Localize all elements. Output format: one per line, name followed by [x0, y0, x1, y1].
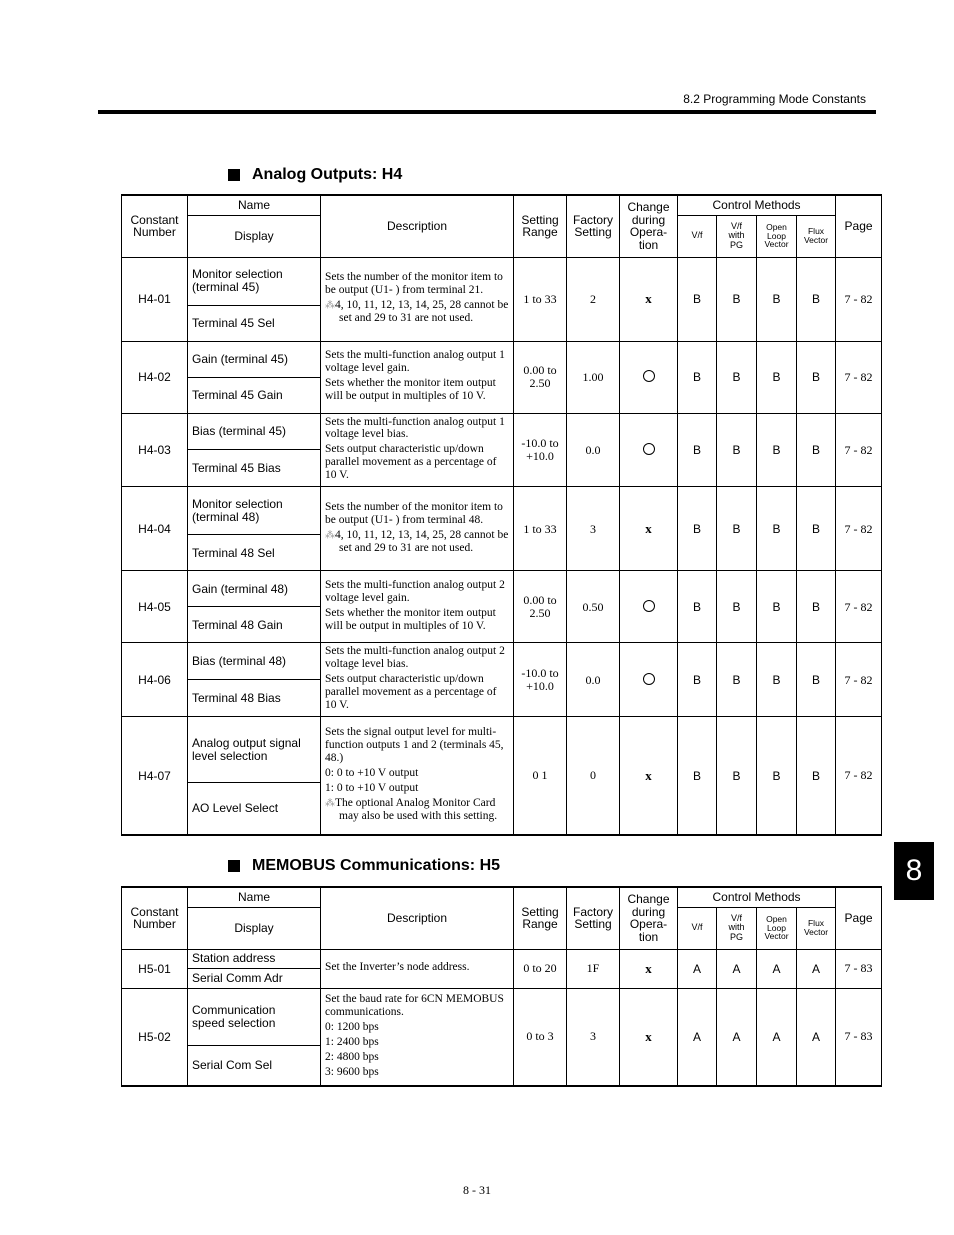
setting-range: 1 to 33	[514, 257, 567, 341]
bullet-square-icon	[228, 169, 240, 181]
constant-number: H4-02	[122, 341, 188, 413]
description-cell	[321, 949, 514, 988]
header-description: Description	[321, 195, 514, 257]
change-during-operation	[620, 257, 678, 341]
constant-number: H4-01	[122, 257, 188, 341]
constant-name: Gain (terminal 48)	[188, 571, 321, 607]
header-change-during-operation: Change during Opera- tion	[620, 195, 678, 257]
header-setting-range: Setting Range	[514, 195, 567, 257]
circle-icon	[643, 673, 655, 685]
control-method-flux: B	[797, 487, 836, 571]
circle-icon	[643, 370, 655, 382]
setting-range: 0.00 to 2.50	[514, 571, 567, 643]
description-text: 3: 9600 bps	[325, 1065, 379, 1078]
setting-range: 0.00 to 2.50	[514, 341, 567, 413]
header-description: Description	[321, 887, 514, 949]
header-vf-with-pg: V/f with PG	[717, 215, 757, 257]
change-during-operation	[620, 487, 678, 571]
note-text: 4, 10, 11, 12, 13, 14, 25, 28 cannot be set and 29 to 31 are not used.	[335, 299, 509, 324]
control-method-flux: B	[797, 257, 836, 341]
constant-name: Analog output signal level selection	[188, 717, 321, 783]
constant-name: Bias (terminal 48)	[188, 643, 321, 680]
setting-range: 0 1	[514, 717, 567, 835]
display-name: Terminal 45 Bias	[188, 450, 321, 487]
display-name: Terminal 48 Bias	[188, 680, 321, 717]
control-method-vfpg: B	[717, 717, 757, 835]
constant-number: H4-05	[122, 571, 188, 643]
description-cell	[321, 413, 514, 487]
header-open-loop-vector: Open Loop Vector	[757, 215, 797, 257]
table-row	[122, 487, 882, 535]
table-row	[122, 341, 882, 377]
change-during-operation	[620, 643, 678, 717]
factory-setting: 3	[567, 988, 620, 1086]
description-text: Sets output characteristic up/down parallel movement as a percentage of 10 V.	[325, 673, 497, 712]
setting-range: -10.0 to +10.0	[514, 413, 567, 487]
header-flux-vector: Flux Vector	[797, 215, 836, 257]
control-method-vfpg: B	[717, 413, 757, 487]
display-name: Terminal 48 Gain	[188, 607, 321, 643]
description-text: Sets the number of the monitor item to be output (U1- ) from terminal 21.	[325, 271, 503, 297]
control-method-flux: A	[797, 988, 836, 1086]
display-name: Serial Comm Adr	[188, 968, 321, 988]
page-ref: 7 - 82	[836, 413, 882, 487]
header-vf: V/f	[678, 215, 717, 257]
control-method-vfpg: A	[717, 949, 757, 988]
cross-mark: x	[645, 767, 652, 783]
factory-setting: 2	[567, 257, 620, 341]
header-factory-setting: Factory Setting	[567, 887, 620, 949]
control-method-flux: B	[797, 571, 836, 643]
header-name: Name	[188, 195, 321, 215]
header-flux-vector: Flux Vector	[797, 907, 836, 949]
control-method-vf: B	[678, 643, 717, 717]
constant-number: H4-06	[122, 643, 188, 717]
description-cell	[321, 487, 514, 571]
description-text: Sets whether the monitor item output will be output in multiples of 10 V.	[325, 377, 496, 402]
page-ref: 7 - 82	[836, 717, 882, 835]
control-method-vf: A	[678, 988, 717, 1086]
control-method-flux: B	[797, 717, 836, 835]
header-constant-number: Constant Number	[122, 195, 188, 257]
control-method-flux: B	[797, 341, 836, 413]
control-method-olv: A	[757, 949, 797, 988]
table-row	[122, 643, 882, 680]
factory-setting: 0.50	[567, 571, 620, 643]
control-method-vfpg: B	[717, 643, 757, 717]
description-note	[325, 529, 509, 555]
display-name: Terminal 48 Sel	[188, 535, 321, 571]
control-method-flux: B	[797, 643, 836, 717]
constant-name: Station address	[188, 949, 321, 968]
constant-name: Gain (terminal 45)	[188, 341, 321, 377]
description-cell	[321, 571, 514, 643]
memobus-table	[121, 886, 882, 1087]
section-title-text: Analog Outputs: H4	[252, 166, 403, 183]
change-during-operation	[620, 341, 678, 413]
control-method-olv: B	[757, 717, 797, 835]
constant-number: H5-01	[122, 949, 188, 988]
table-row	[122, 949, 882, 968]
description-note	[325, 797, 509, 823]
setting-range: -10.0 to +10.0	[514, 643, 567, 717]
asterisk-icon: ⁂	[325, 798, 335, 810]
control-method-vfpg: B	[717, 341, 757, 413]
control-method-olv: A	[757, 988, 797, 1086]
header-control-methods: Control Methods	[678, 887, 836, 907]
header-change-during-operation: Change during Opera- tion	[620, 887, 678, 949]
page-ref: 7 - 82	[836, 341, 882, 413]
control-method-flux: A	[797, 949, 836, 988]
description-cell	[321, 643, 514, 717]
header-constant-number: Constant Number	[122, 887, 188, 949]
analog-outputs-table	[121, 194, 882, 836]
note-text: 4, 10, 11, 12, 13, 14, 25, 28 cannot be set and 29 to 31 are not used.	[335, 528, 509, 554]
control-method-flux: B	[797, 413, 836, 487]
page-ref: 7 - 82	[836, 257, 882, 341]
header-page: Page	[836, 195, 882, 257]
section-title-h4	[228, 166, 402, 184]
control-method-olv: B	[757, 413, 797, 487]
change-during-operation	[620, 949, 678, 988]
description-text: 1: 0 to +10 V output	[325, 782, 419, 795]
section-title-h5	[228, 857, 500, 875]
factory-setting: 3	[567, 487, 620, 571]
control-method-olv: B	[757, 571, 797, 643]
description-text: Sets the multi-function analog output 1 voltage level bias.	[325, 415, 505, 441]
description-text: 0: 0 to +10 V output	[325, 767, 419, 780]
page-ref: 7 - 83	[836, 988, 882, 1086]
control-method-vfpg: B	[717, 487, 757, 571]
page-ref: 7 - 82	[836, 571, 882, 643]
display-name: Serial Com Sel	[188, 1045, 321, 1086]
note-text: The optional Analog Monitor Card may also be used with this setting.	[335, 797, 498, 823]
header-open-loop-vector: Open Loop Vector	[757, 907, 797, 949]
description-text: 0: 1200 bps	[325, 1020, 379, 1033]
factory-setting: 0.0	[567, 643, 620, 717]
table-row	[122, 988, 882, 1045]
table-row	[122, 257, 882, 305]
change-during-operation	[620, 571, 678, 643]
asterisk-icon: ⁂	[325, 300, 335, 311]
constant-number: H4-07	[122, 717, 188, 835]
constant-name: Monitor selection (terminal 48)	[188, 487, 321, 535]
header-rule	[98, 110, 876, 114]
header-display: Display	[188, 907, 321, 949]
control-method-vf: A	[678, 949, 717, 988]
control-method-vf: B	[678, 413, 717, 487]
page-ref: 7 - 83	[836, 949, 882, 988]
constant-name: Bias (terminal 45)	[188, 413, 321, 450]
circle-icon	[643, 600, 655, 612]
factory-setting: 0	[567, 717, 620, 835]
description-text: Sets whether the monitor item output will be output in multiples of 10 V.	[325, 606, 496, 632]
control-method-vf: B	[678, 571, 717, 643]
description-text: Set the Inverter’s node address.	[325, 961, 470, 973]
control-method-vfpg: B	[717, 257, 757, 341]
control-method-olv: B	[757, 257, 797, 341]
page-ref: 7 - 82	[836, 487, 882, 571]
chapter-tab: 8	[894, 842, 934, 900]
constant-number: H4-04	[122, 487, 188, 571]
description-text: Set the baud rate for 6CN MEMOBUS communications.	[325, 992, 504, 1018]
control-method-vf: B	[678, 487, 717, 571]
cross-mark: x	[645, 291, 652, 307]
setting-range: 1 to 33	[514, 487, 567, 571]
control-method-vf: B	[678, 717, 717, 835]
bullet-square-icon	[228, 860, 240, 872]
description-text: Sets the multi-function analog output 1 voltage level gain.	[325, 349, 505, 375]
cross-mark: x	[645, 521, 652, 537]
control-method-olv: B	[757, 341, 797, 413]
header-name: Name	[188, 887, 321, 907]
cross-mark: x	[645, 960, 652, 976]
running-header: 8.2 Programming Mode Constants	[683, 92, 866, 106]
control-method-olv: B	[757, 487, 797, 571]
control-method-vf: B	[678, 257, 717, 341]
header-vf-with-pg: V/f with PG	[717, 907, 757, 949]
page-number: 8 - 31	[463, 1183, 491, 1197]
header-vf: V/f	[678, 907, 717, 949]
factory-setting: 0.0	[567, 413, 620, 487]
description-text: Sets the multi-function analog output 2 voltage level gain.	[325, 578, 505, 604]
description-text: Sets output characteristic up/down parallel movement as a percentage of 10 V.	[325, 443, 497, 482]
constant-name: Communication speed selection	[188, 988, 321, 1045]
asterisk-icon: ⁂	[325, 529, 335, 541]
setting-range: 0 to 20	[514, 949, 567, 988]
display-name: Terminal 45 Gain	[188, 377, 321, 413]
description-text: 1: 2400 bps	[325, 1035, 379, 1048]
control-method-olv: B	[757, 643, 797, 717]
section-title-text: MEMOBUS Communications: H5	[252, 857, 501, 874]
description-text: Sets the multi-function analog output 2 voltage level bias.	[325, 645, 505, 671]
header-control-methods: Control Methods	[678, 195, 836, 215]
description-cell	[321, 988, 514, 1086]
change-during-operation	[620, 717, 678, 835]
factory-setting: 1.00	[567, 341, 620, 413]
change-during-operation	[620, 413, 678, 487]
constant-number: H4-03	[122, 413, 188, 487]
table-row	[122, 571, 882, 607]
header-page: Page	[836, 887, 882, 949]
factory-setting: 1F	[567, 949, 620, 988]
cross-mark: x	[645, 1028, 652, 1044]
description-text: 2: 4800 bps	[325, 1050, 379, 1063]
header-setting-range: Setting Range	[514, 887, 567, 949]
display-name: AO Level Select	[188, 783, 321, 835]
control-method-vf: B	[678, 341, 717, 413]
header-display: Display	[188, 215, 321, 257]
description-text: Sets the number of the monitor item to be output (U1- ) from terminal 48.	[325, 500, 503, 526]
change-during-operation	[620, 988, 678, 1086]
table-row	[122, 717, 882, 783]
constant-name: Monitor selection (terminal 45)	[188, 257, 321, 305]
control-method-vfpg: A	[717, 988, 757, 1086]
circle-icon	[643, 443, 655, 455]
display-name: Terminal 45 Sel	[188, 305, 321, 341]
description-note	[325, 299, 509, 325]
control-method-vfpg: B	[717, 571, 757, 643]
header-factory-setting: Factory Setting	[567, 195, 620, 257]
page-ref: 7 - 82	[836, 643, 882, 717]
description-cell	[321, 341, 514, 413]
description-cell	[321, 257, 514, 341]
table-row	[122, 413, 882, 450]
setting-range: 0 to 3	[514, 988, 567, 1086]
description-text: Sets the signal output level for multi-function outputs 1 and 2 (terminals 45, 48.)	[325, 726, 504, 765]
constant-number: H5-02	[122, 988, 188, 1086]
description-cell	[321, 717, 514, 835]
